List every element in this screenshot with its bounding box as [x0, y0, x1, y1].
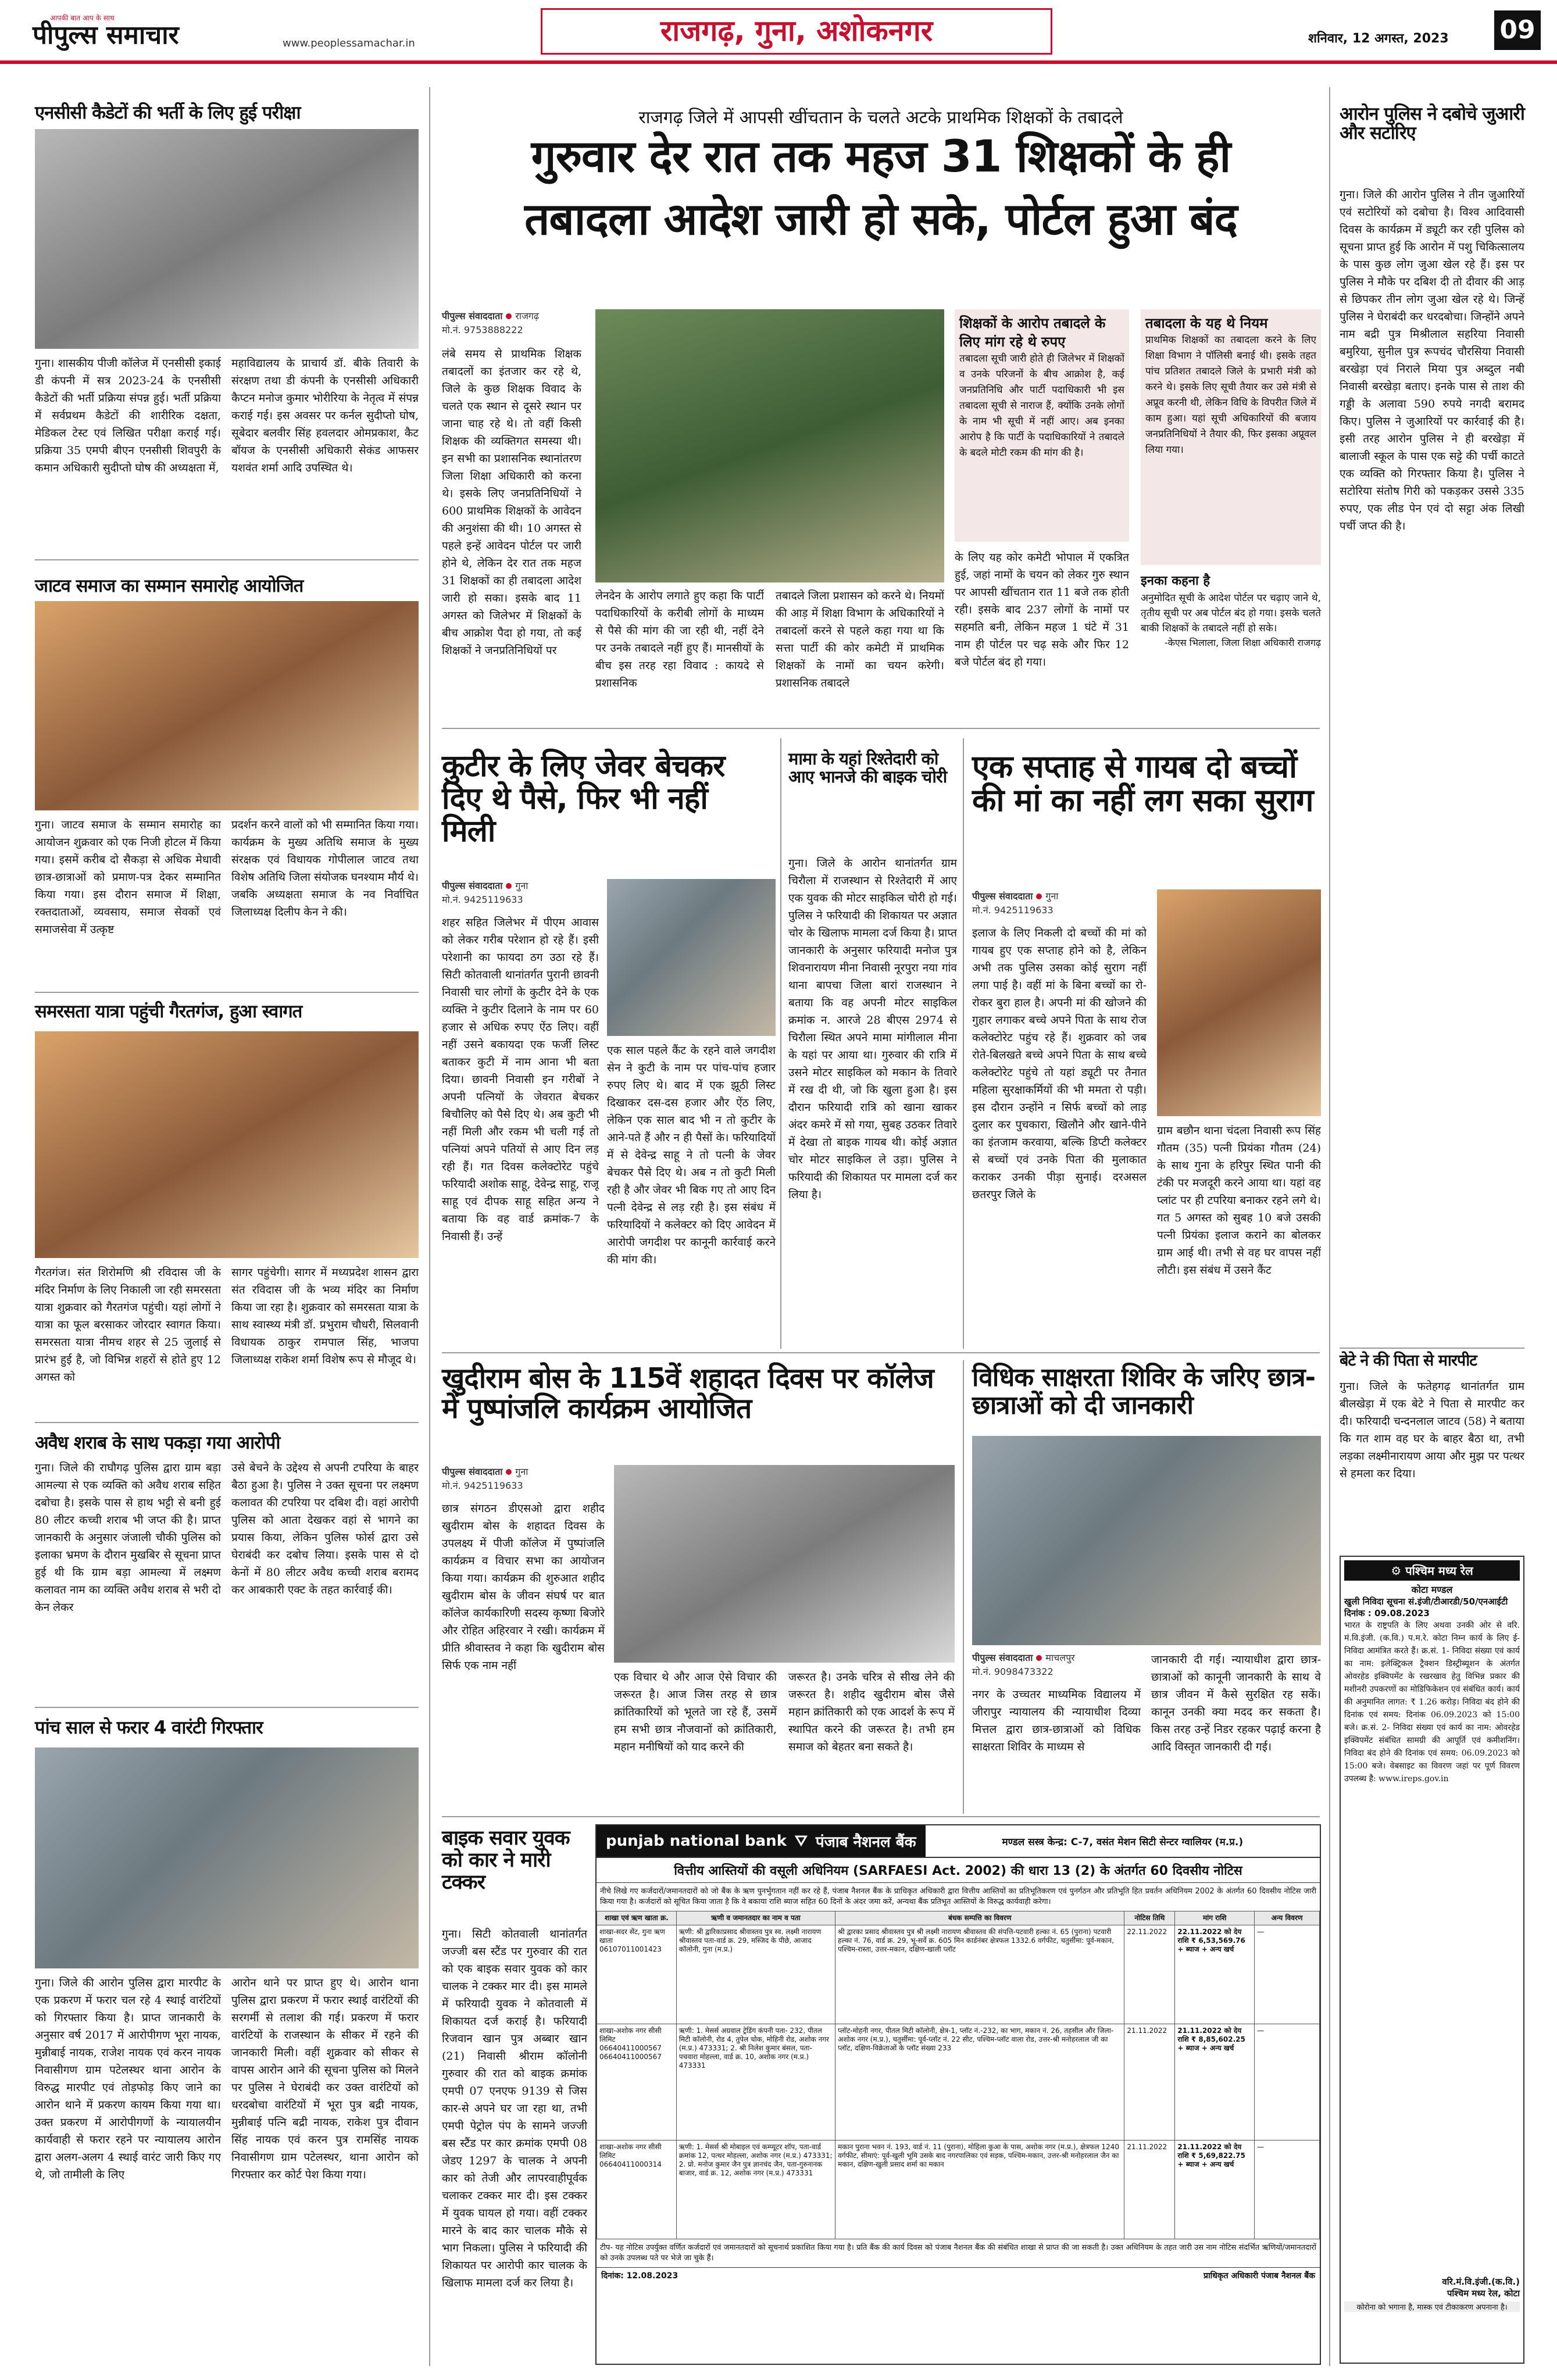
car-body: गुना। सिटी कोतवाली थानांतर्गत जज्जी बस स्टैंड पर गुरुवार की रात को एक बाइक सवार युवक को कार चालक ने टक्कर मार दी। इस मामले में फरियादी युवक ने कोतवाली में शिकायत दर्ज कराई है। फरियादी रिजवान खान पुत्र अब्बार खान (21) निवासी श्रीराम कॉलोनी गुरुवार की रात को बाइक क्रमांक एमपी 07 एनएफ 9139 से जिस कार-से अपने घर जा रहा था, तभी एमपी पेट्रोल पंप के सामने जज्जी बस स्टैंड पर कार क्रमांक एमपी 08 जेडए 1297 के चालक ने अपनी कार को तेजी और लापरवाहीपूर्वक चलाकर टक्कर मार दी। इस टक्कर में युवक घायल हो गया। वहीं टक्कर मारने के बाद कार चालक मौके से भाग निकला। पुलिस ने फरियादी की शिकायत पर आरोपी कार चालक के खिलाफ मामला दर्ज कर लिया है। [442, 1928, 587, 2289]
lead-sidebox-2 [1141, 309, 1321, 565]
railway-logo-icon: ⚙ [1391, 1564, 1406, 1578]
vidhik-byline [972, 1651, 1075, 1664]
cell-property: मकान पुराना भवन नं. 193, वार्ड नं. 11 (पुराना), मोहिला कुआ के पास, अशोक नगर (म.प्र.), क्षेत्रफल 1240 वर्गफीट, सीमाएं: पूर्व-खुली भूमि उसके बाद नगरपालिका एवं सड़क, पश्चिम-मकान, उत्तर-श्री मनोहरलाल जैन का मकान, दक्षिण-खुली प्रसाद शर्मा का मकान [835, 2140, 1124, 2239]
khudiram-body-col2: एक विचार थे और आज ऐसे विचार की जरूरत है। आज जिस तरह से छात्र क्रांतिकारियों को भूलते जा रहे हैं, उसमें हम सभी छात्र नौजवानों को क्रांतिकारी, महान मनीषियों को याद करने की [614, 1671, 777, 1753]
divider [35, 1422, 419, 1423]
aron-body: गुना। जिले की आरोन पुलिस ने तीन जुआरियों एवं सटोरियों को दबोचा है। विश्व आदिवासी दिवस के कार्यक्रम में ड्यूटी कर रही पुलिस को सूचना प्राप्त हुई कि आरोन में पशु चिकित्सालय के पास कुछ लोग जुआ खेल रहे हैं। इस पर पुलिस ने मौके पर दबिश दी तो दीवार की आड़ से छिपकर तीन लोग जुआ खेल रहे थे। जिन्हें पुलिस ने घेराबंदी कर धरदबोचा। जिन्होंने अपने नाम बद्री पुत्र मिश्रीलाल सहरिया निवासी बमुरिया, सुनील पुत्र रूपचंद चौरसिया निवासी बरखेड़ा एवं निराले मिया पुत्र अब्दुल नबी निवासी बरखेड़ा बताए। इनके पास से ताश की गड्डी के अलावा 590 रुपये नगदी बरामद किए। पुलिस ने जुआरियों पर कार्रवाई की है। इसी तरह आरोन पुलिस ने ही बरखेड़ा में बालाजी स्कूल के पास एक सट्टे की पर्ची काटते एक व्यक्ति को गिरफ्तार किया है। पुलिस ने सटोरिया संतोष गिरी को पकड़कर उससे 335 रुपए, एक लीड पेन एवं दो सट्टा अंक लिखी पर्ची जप्त की है। [1340, 188, 1524, 533]
cell-date: 22.11.2022 [1124, 1925, 1175, 2024]
khudiram-headline: खुदीराम बोस के 115वें शहादत दिवस पर कॉलेज में पुष्पांजलि कार्यक्रम आयोजित [442, 1362, 934, 1425]
col-header: नोटिस तिथि [1124, 1911, 1175, 1925]
issue-date: शनिवार, 12 अगस्त, 2023 [1308, 31, 1449, 46]
cell-date: 21.11.2022 [1124, 2140, 1175, 2239]
khudiram-mobile: मो.नं. 9425119633 [442, 1480, 523, 1491]
quote-by: -केएस भिलाला, जिला शिक्षा अधिकारी राजगढ़ [1164, 637, 1321, 648]
cell-branch: शाखा-अशोक नगर सीसी लिमिट 06640411000314 [597, 2140, 677, 2239]
jatav-body-col2: प्रदर्शन करने वालों को भी सम्मानित किया गया। कार्यक्रम के मुख्य अतिथि समाज के मुख्य संरक्षक एवं विधायक गोपीलाल जाटव तथा विशेष अतिथि जिला संयोजक घनश्याम मौर्य थे। जबकि अध्यक्षता समाज के नव निर्वाचित जिलाध्यक्ष दिलीप केन ने की। [231, 819, 419, 919]
pnb-title: वित्तीय आस्तियों की वसूली अधिनियम (SARFAESI Act. 2002) की धारा 13 (2) के अंतर्गत 60 दिवसीय नोटिस [597, 1858, 1320, 1883]
logo-tagline: आपकी बात आप के साथ [50, 14, 115, 22]
sidebox-1-title: शिक्षकों के आरोप तबादले के लिए मांग रहे थे रुपए [959, 315, 1106, 350]
liquor-headline: अवैध शराब के साथ पकड़ा गया आरोपी [35, 1432, 280, 1453]
lead-body-col2: लेनदेन के आरोप लगाते हुए कहा कि पार्टी पदाधिकारियों के करीबी लोगों के माध्यम से पैसे की मांग की जा रही थी, नहीं देने पर उनके तबादले नहीं हुए हैं। मानसीयों के बीच इस तरह रहा विवाद : कायदे से प्रशासनिक [595, 589, 764, 689]
cell-amount: 21.11.2022 को देय राशि ₹ 8,85,602.25 + ब्याज + अन्य खर्च [1175, 2024, 1255, 2140]
kutir-body-col2: एक साल पहले कैंट के रहने वाले जगदीश सेन ने कुटी के नाम पर पांच-पांच हजार रुपए लिए थे। बाद में एक झूठी लिस्ट दिखाकर दस-दस हजार और ऐंठ लिए, लेकिन एक साल बाद भी न तो कुटीर के आने-पते हैं और न ही पैसों के। फरियादियों में से देवेन्द्र साहू ने तो पत्नी के जेवर बेचकर पैसे दिए थे। अब न तो कुटी मिली रही है और जेवर भी बिक गए तो आए दिन पत्नी देवेन्द्र से लड़ रही है। इस संबंध में फरियादियों ने कलेक्टर को दिए आवेदन में आरोपी जगदीश पर कानूनी कार्रवाई करने की मांग की। [607, 1044, 776, 1266]
vidhik-mobile: मो.नं. 9098473322 [972, 1666, 1054, 1677]
ncc-headline: एनसीसी कैडेटों की भर्ती के लिए हुई परीक्षा [35, 102, 301, 123]
column-rule [429, 87, 430, 2366]
cell-branch: शाखा-सदर सेंट, गुना ऋण खाता 06107011001423 [597, 1925, 677, 2024]
section-title: राजगढ़, गुना, अशोकनगर [660, 14, 933, 48]
cell-other: — [1255, 2140, 1320, 2239]
pnb-table-header [597, 1911, 1320, 1925]
samrasta-photo [35, 1031, 419, 1258]
pnb-brand [597, 1825, 926, 1857]
lead-headline-line2: तबादला आदेश जारी हो सके, पोर्टल हुआ बंद [524, 193, 1237, 245]
section-banner [541, 8, 1052, 55]
quote-body: अनुमोदित सूची के आदेश पोर्टल पर चढ़ाए जाने थे, तृतीय सूची पर अब पोर्टल बंद हो गया। इसके चलते बाकी शिक्षकों के तबादले नहीं हो सके। [1141, 592, 1321, 634]
ncc-body-col2: महाविद्यालय के प्राचार्य डॉ. बीके तिवारी के संरक्षण तथा डी कंपनी के एनसीसी अधिकारी कैप्टन मनोज कुमार भोरीरिया के नेतृत्व में संपन्न कराई गई। इस अवसर पर कर्नल सुदीप्तो घोष, सूबेदार बलवीर सिंह हवलदार ओमप्रकाश, कैट बॉयज के एनसीसी अधिकारी सेकंड आफसर यशवंत शर्मा आदि उपस्थित थे। [231, 357, 419, 474]
col-header: मांग राशि [1175, 1911, 1255, 1925]
sidebox-1-body: तबादला सूची जारी होते ही जिलेभर में शिक्षकों व उनके परिजनों के बीच आक्रोश है, कई जनप्रतिनिधि और पार्टी पदाधिकारी भी इस तबादला सूची से नाराज हैं, क्योंकि उनके लोगों के नाम भी सूची में नहीं आए। अब इनका आरोप है कि पार्टी के पदाधिकारियों ने तबादले के बदले मोटी रकम की मांग की है। [959, 353, 1124, 459]
divider [442, 1352, 1320, 1353]
col-header: बंधक सम्पत्ति का विवरण [835, 1911, 1124, 1925]
cell-borrower: ऋणी: 1. मेसर्स अग्रवाल ट्रेडिंग कंपनी पता- 232, पीतल मिटी कॉलोनी, रोड 4, तुपेल चोक, मोहिनी रोड, अशोक नगर (म.प्र.) 473331; 2. श्री निलेश कुमार बंसल, पता- पचवारा मोहल्ला, वार्ड क्र. 10, अशोक नगर (म.प्र.) 473331 [676, 2024, 835, 2140]
pnb-date: दिनांक: 12.08.2023 [601, 2271, 678, 2281]
lead-body-col3: तबादले जिला प्रशासन को करने थे। नियमों की आड़ में शिक्षा विभाग के अधिकारियों ने तबादलों करने से पहले कहा गया था कि सत्ता पार्टी की कोर कमेटी में प्राथमिक शिक्षकों के नामों का चयन करेगी। प्रशासनिक तबादले [776, 589, 944, 689]
railway-tender-no: खुली निविदा सूचना सं.इंजी/टीआरडी/50/एनआईटी दिनांक : 09.08.2023 [1344, 1596, 1508, 1618]
pnb-circle: मण्डल सस्त्र केन्द्र: C-7, वसंत मेशन सिटी सेन्टर ग्वालियर (म.प्र.) [1002, 1836, 1244, 1848]
samrasta-headline: समरसता यात्रा पहुंची गैरतगंज, हुआ स्वागत [35, 1001, 302, 1022]
site-url[interactable]: www.peoplessamachar.in [283, 37, 415, 49]
cell-borrower: ऋणी: 1. मेसर्स श्री मोबाइल एवं कम्प्यूटर शॉप, पता-वार्ड क्रमांक 12, पत्थर मोहल्ला, अशोक नगर (म.प्र.) 473331; 2. प्रो. मनोज कुमार जैन पुत्र ज्ञानचंद जैन, पता-गुरुनानक बाजार, वार्ड क्र. 12, अशोक नगर (म.प्र.) 473331 [676, 2140, 835, 2239]
khudiram-byline [442, 1465, 528, 1478]
vidhik-headline: विधिक साक्षरता शिविर के जरिए छात्र-छात्राओं को दी जानकारी [972, 1363, 1315, 1420]
cell-property: प्लॉट-मोहनी नगर, पीतल मिटी कॉलोनी, क्षेत्र-1, प्लॉट नं.-232, का भाग, मकान नं. 26, तहसील और जिला-अशोक नगर (म.प्र.), चतुर्सीमा: पूर्व-प्लॉट नं. 22 सीट, पश्चिम-प्लॉट वाला रोड, उत्तर-श्री मनोहरलाल जी का प्लॉट, दक्षिण-विक्रेताओं के प्लॉट संख्या 233 [835, 2024, 1124, 2140]
pnb-brand-hi: पंजाब नैशनल बैंक [815, 1834, 916, 1851]
column-rule [963, 1360, 964, 1814]
lead-kicker: राजगढ़ जिले में आपसी खींचतान के चलते अटके प्राथमिक शिक्षकों के तबादले [638, 108, 1123, 128]
children-byline [972, 889, 1058, 902]
cell-borrower: ऋणी: श्री द्वारिकाप्रसाद श्रीवास्तव पुत्र स्व. लक्ष्मी नारायण श्रीवास्तव पता-वार्ड क्र. 29, मस्जिद के पीछे, आजाद कॉलोनी, गुना (म.प्र.) [676, 1925, 835, 2024]
railway-tender [1340, 1556, 1524, 2364]
byline-place: गुना [1045, 891, 1059, 902]
children-body-col1: इलाज के लिए निकली दो बच्चों की मां को गायब हुए एक सप्ताह होने को है, लेकिन अभी तक पुलिस उसका कोई सुराग नहीं लगा पाई है। वहीं मां के बिना बच्चों का रो-रोकर बुरा हाल है। अपनी मां की खोजने की गुहार लगाकर बच्चे अपने पिता के साथ रोज कलेक्टोरेट पहुंच रहे हैं। शुक्रवार को जब रोते-बिलखते बच्चे अपने पिता के साथ बच्चे कलेक्टोरेट पहुंचे तो यहां ड्यूटी पर तैनात महिला सुरक्षाकर्मियों की भी ममता रो पड़ी। इस दौरान उन्होंने न सिर्फ बच्चों को लाड़ दुलार कर पुचकारा, खिलौने और खाने-पीने का इंतजाम करवाया, बल्कि डिप्टी कलेक्टर से बच्चों एवं उनके पिता की मुलाकात कराकर उनकी पीड़ा सुनाई। दरअसल छतरपुर जिले के [972, 927, 1147, 1201]
warrant-body-col1: गुना। जिले की आरोन पुलिस द्वारा मारपीट के एक प्रकरण में फरार चल रहे 4 स्थाई वारंटियों को गिरफ्तार किया है। प्राप्त जानकारी के अनुसार वर्ष 2017 में आरोपीगण भूरा नायक, मुन्नीबाई नायक, राजेश नायक एवं करन नायक निवासीगण ग्राम पटेलस्थर थाना आरोन के विरुद्ध मारपीट एवं तोड़फोड़ किए जाने का आरोन थाने में प्रकरण कायम किया गया था। उक्त प्रकरण में आरोपीगणों के न्यायालयीन कार्यवाही से फरार रहने पर न्यायालय आरोन द्वारा अलग-अलग 4 स्थाई वारंट जारी किए गए थे, जो तामीली के लिए [35, 1977, 221, 2181]
cell-branch: शाखा-अशोक नगर सीसी लिमिट 06640411000567 06640411000567 [597, 2024, 677, 2140]
byline-place: माचलपुर [1045, 1652, 1075, 1663]
byline-author: पीपुल्स संवाददाता [972, 891, 1033, 902]
pnb-note: टीप- यह नोटिस उपर्युक्त वर्णित कर्जदारों एवं जमानतदारों को सूचनार्थ प्रकाशित किया गया है। प्रति बैंक की कार्य दिवस को पंजाब नैशनल बैंक की संबंधित शाखा से प्राप्त की जा सकती है। उक्त अधिनियम के तहत जारी उस नाम नोटिस संदर्भित ऋणियों/जमानतदारों को उनके उपलब्ध पते पर भेजे जा चुके हैं। [600, 2243, 1316, 2263]
cell-date: 21.11.2022 [1124, 2024, 1175, 2140]
byline-dot-icon [506, 313, 512, 319]
kutir-mobile: मो.नं. 9425119633 [442, 894, 523, 905]
quote-title: इनका कहना है [1141, 574, 1210, 588]
vidhik-photo [972, 1436, 1321, 1645]
pnb-brand-en: punjab national bank [606, 1832, 787, 1850]
warrant-body-col2: आरोन थाने पर प्राप्त हुए थे। आरोन थाना पुलिस द्वारा प्रकरण में फरार स्थाई वारंटियों की सरगर्मी से तलाश की गई। प्रकरण में फरार वारंटियों के राजस्थान के सीकर में रहने की जानकारी मिली। वहीं शुक्रवार को सीकर से वापस आरोन आने की सूचना पुलिस को मिलने पर पुलिस ने घेराबंदी कर उक्त वारंटियों को धरदबोचा वारंटियों में भूरा पुत्र बद्री नायक, मुन्नीबाई पत्नि बद्री नायक, राकेश पुत्र दीवान सिंह नायक एवं करन पुत्र रामसिंह नायक निवासीगण ग्राम पटेलस्थर, थाना आरोन को गिरफ्तार कर कोर्ट पेश किया गया। [231, 1977, 419, 2181]
warrant-photo [35, 1748, 419, 1968]
liquor-body-col1: गुना। जिले की राघौगढ़ पुलिस द्वारा ग्राम बड़ा आमल्या से एक व्यक्ति को अवैध शराब सहित दबोचा है। इसके पास से हाथ भट्टी से बनी हुई 80 लीटर कच्ची शराब भी जप्त की है। प्राप्त जानकारी के अनुसार जंजाली चौकी पुलिस को इलाका भ्रमण के दौरान मुखबिर से सूचना प्राप्त हुई थी कि ग्राम बड़ा आमल्या में लक्ष्मण कलावत नाम का व्यक्ति अवैध शराब से भरी दो केन लेकर [35, 1461, 221, 1614]
divider [35, 992, 419, 993]
railway-footer-3: कोरोना को भगाना है, मास्क एवं टीकाकरण अपनाना है। [1344, 2302, 1520, 2312]
byline-dot-icon [506, 883, 512, 889]
sidebox-2-body: प्राथमिक शिक्षकों का तबादला करने के लिए शिक्षा विभाग ने पॉलिसी बनाई थी। इसके तहत पांच प्रतिशत तबादले जिले के प्रभारी मंत्री को करने थे। इसके लिए सूची तैयार कर उसे मंत्री से अप्रूव करनी थी, लेकिन विधि के विपरीत जिले में काम हुआ। यहां सूची अधिकारियों की बजाय जनप्रतिनिधियों ने तैयार की, फिर इसका अप्रूवल लिया गया। [1145, 334, 1316, 456]
railway-sub: कोटा मण्डल [1411, 1584, 1453, 1595]
pnb-intro: नीचे लिखे गए कर्जदारों/जमानतदारों को जो बैंक के ऋण पुनर्भुगतान नहीं कर रहे हैं, पंजाब नैशनल बैंक के प्राधिकृत अधिकारी द्वारा वित्तीय आस्तियों का प्रतिभूतिकरण एवं पुनर्गठन और प्रतिभूति हित प्रवर्तन अधिनियम 2002 के अंतर्गत 60 दिवसीय नोटिस जारी किया गया है। कर्जदारों को सूचित किया जाता है कि वे बकाया राशि ब्याज सहित 60 दिनों के अंदर जमा करें, अन्यथा बैंक प्रतिभूत आस्तियों के विरुद्ध कार्यवाही करेगा। [600, 1887, 1316, 1906]
column-rule [1329, 87, 1330, 2366]
sidebox-2-title: तबादला के यह थे नियम [1145, 315, 1268, 331]
cell-other: — [1255, 2024, 1320, 2140]
children-photo [1157, 889, 1321, 1116]
byline-place: गुना [515, 1466, 528, 1477]
byline-dot-icon [1036, 894, 1042, 899]
pnb-table [597, 1911, 1320, 2239]
jatav-photo [35, 601, 419, 810]
children-body-col2: ग्राम बछौन थाना चंदला निवासी रूप सिंह गौतम (35) पत्नी प्रियंका गौतम (24) के साथ गुना के हरिपुर स्थित पानी की टंकी पर मजदूरी करने आया था। यहां वह प्लांट पर ही टपरिया बनाकर रहने लगे थे। गत 5 अगस्त को सुबह 10 बजे उसकी पत्नी प्रियंका इलाज कराने का बोलकर ग्राम आई थी। तभी से वह घर वापस नहीं लौटी। इस संबंध में उसने कैंट [1157, 1124, 1321, 1277]
pnb-header [597, 1825, 1320, 1858]
lead-mobile: मो.नं. 9753888222 [442, 324, 523, 335]
byline-place: गुना [515, 880, 528, 891]
lead-body-col1: लंबे समय से प्राथमिक शिक्षक तबादलों का इंतजार कर रहे थे, जिले के कुछ शिक्षक विवाद के चलते एक स्थान से दूसरे स्थान पर जाना चाह रहे थे। तो वहीं किसी शिक्षक की व्यक्तिगत समस्या थी। इन सभी का प्रशासनिक स्थानांतरण जिला शिक्षा अधिकारी को करना थे। इसके लिए जनप्रतिनिधियों ने 600 प्राथमिक शिक्षकों के आवेदन की अनुशंसा की थी। 10 अगस्त से पहले इन्हें आवेदन पोर्टल पर जारी होने थे, लेकिन देर रात तक महज 31 शिक्षकों का ही तबादला आदेश जारी हो सका। इसके बाद 11 अगस्त को जिलेभर में शिक्षकों के बीच आक्रोश पैदा हो गया, तो कई शिक्षकों ने जनप्रतिनिधियों पर [442, 348, 581, 657]
lead-headline-line1: गुरुवार देर रात तक महज 31 शिक्षकों के ही [531, 130, 1231, 182]
kutir-photo [607, 879, 776, 1036]
lead-body-col4: के लिए यह कोर कमेटी भोपाल में एकत्रित हुई, जहां नामों के चयन को लेकर गुरु स्थान पर आपसी खींचतान रात 11 बजे तक होती रही। इसके बाद 237 लोगों के नामों पर सहमति बनी, लेकिन महज 1 घंटे में 31 नाम ही पोर्टल पर चढ़ सके और फिर 12 बजे पोर्टल बंद हो गया। [955, 551, 1129, 669]
children-headline: एक सप्ताह से गायब दो बच्चों की मां का नहीं लग सका सुराग [972, 748, 1313, 819]
ncc-photo [35, 129, 419, 349]
pnb-footer [597, 2267, 1320, 2283]
father-headline: बेटे ने की पिता से मारपीट [1340, 1352, 1477, 1370]
khudiram-photo [614, 1465, 955, 1663]
pnb-logo-icon: ⛛ [794, 1832, 808, 1850]
divider [1340, 1348, 1524, 1349]
byline-author: पीपुल्स संवाददाता [442, 310, 503, 321]
page-number: 09 [1494, 10, 1541, 50]
byline-author: पीपुल्स संवाददाता [442, 1466, 503, 1477]
byline-dot-icon [506, 1469, 512, 1475]
lead-sidebox-1 [955, 309, 1129, 542]
masthead-logo [33, 13, 277, 48]
father-body: गुना। जिले के फतेहगढ़ थानांतर्गत ग्राम बीलखेड़ा में एक बेटे ने पिता से मारपीट कर दी। फरियादी चन्दनलाल जाटव (58) ने बताया कि गत शाम वह घर के बाहर बैठा था, तभी लड़का लक्ष्मीनारायण आया और मुझ पर पत्थर से हमला कर दिया। [1340, 1380, 1524, 1480]
col-header: अन्य विवरण [1255, 1911, 1320, 1925]
column-rule [963, 738, 964, 1349]
samrasta-body-col2: सागर पहुंचेगी। सागर में मध्यप्रदेश शासन द्वारा संत रविदास जी के भव्य मंदिर का निर्माण किया जा रहा है। शुक्रवार को समरसता यात्रा के साथ स्वास्थ्य मंत्री डॉ. प्रभुराम चौधरी, सिलवानी विधायक ठाकुर रामपाल सिंह, भाजपा जिलाध्यक्ष राकेश शर्मा विशेष रूप से मौजूद थे। [231, 1266, 419, 1366]
railway-footer-2: पश्चिम मध्य रेल, कोटा [1447, 2288, 1520, 2299]
byline-author: पीपुल्स संवाददाता [972, 1652, 1033, 1663]
car-headline: बाइक सवार युवक को कार ने मारी टक्कर [442, 1827, 570, 1894]
jatav-body-col1: गुना। जाटव समाज के सम्मान समारोह का आयोजन शुक्रवार को एक निजी होटल में किया गया। इसमें करीब दो सैकड़ा से अधिक मेधावी छात्र-छात्राओं को प्रमाण-पत्र देकर सम्मानित किया गया। इस दौरान समाज में शिक्षा, रक्तदाताओं, व्यवसाय, समाज सेवकों एवं समाजसेवा में उत्कृष्ट [35, 819, 221, 936]
mama-body: गुना। जिले के आरोन थानांतर्गत ग्राम चिरौला में राजस्थान से रिश्तेदारी में आए एक युवक की मोटर साइकिल चोरी हो गई। पुलिस ने फरियादी की शिकायत पर अज्ञात चोर के खिलाफ मामला दर्ज किया है। प्राप्त जानकारी के अनुसार फरियादी मनोज पुत्र शिवनारायण मीना निवासी नूरपुरा नया गांव थाना बापचा जिला बारां राजस्थान ने बताया कि वह अपनी मोटर साइकिल क्रमांक न. आरजे 28 बीएस 2974 से चिरौला स्थित अपने मामा मांगीलाल मीना के यहां पर आया था। गुरुवार की रात्रि में उसने मोटर साइकिल को मकान के तिवारे में रख दी थी, जो कि खुला हुआ है। इस दौरान फरियादी रात्रि को खाना खाकर अंदर कमरे में सो गया, सुबह उठकर तिवारे में देखा तो बाइक गायब थी। कोई अज्ञात चोर मोटर साइकिल ले उड़ा। पुलिस ने फरियादी की शिकायत पर मामला दर्ज कर लिया है। [788, 857, 957, 1201]
warrant-headline: पांच साल से फरार 4 वारंटी गिरफ्तार [35, 1717, 263, 1738]
kutir-headline: कुटीर के लिए जेवर बेचकर दिए थे पैसे, फिर भी नहीं मिली [442, 749, 725, 849]
vidhik-body-col2: जानकारी दी गई। न्यायाधीश द्वारा छात्र-छात्राओं को कानूनी जानकारी के साथ वे छात्र जीवन में कैसे सुरक्षित रह सकें। कानून उनकी क्या मदद कर सकता है। किस तरह उन्हें निडर रहकर पढ़ाई करना है आदि विस्तृत जानकारी दी गई। [1151, 1653, 1321, 1753]
lead-photo-school [595, 309, 944, 583]
khudiram-body-col1: छात्र संगठन डीएसओ द्वारा शहीद खुदीराम बोस के शहादत दिवस के उपलक्ष्य में पीजी कॉलेज में पुष्पांजलि कार्यक्रम व विचार सभा का आयोजन किया गया। कार्यक्रम की शुरुआत शहीद खुदीराम बोस के जीवन संघर्ष पर बात कॉलेज कार्यकारिणी सदस्य कृष्णा बिजोरे और रोहित अहिरवार ने रखी। कार्यक्रम में प्रीति श्रीवास्तव ने कहा कि खुदीराम बोस सिर्फ एक नाम नहीं [442, 1502, 605, 1672]
samrasta-body-col1: गैरतगंज। संत शिरोमणि श्री रविदास जी के मंदिर निर्माण के लिए निकाली जा रही समरसता यात्रा शुक्रवार को गैरतगंज पहुंची। यहां लोगों ने यात्रा का फूल बरसाकर जोरदार स्वागत किया। समरसता यात्रा नीमच शहर से 25 जुलाई से प्रारंभ हुई है, जो विभिन्न शहरों से होते हुए 12 अगस्त को [35, 1266, 221, 1384]
cell-amount: 22.11.2022 को देय राशि ₹ 6,53,569.76 + ब्याज + अन्य खर्च [1175, 1925, 1255, 2024]
jatav-headline: जाटव समाज का सम्मान समारोह आयोजित [35, 576, 303, 596]
cell-property: श्री द्वारका प्रसाद श्रीवास्तव पुत्र श्री लक्ष्मी नारायण श्रीवास्तव की संपत्ति-पटवारी हल्का नं. 65 (पुराना) पटवारी हल्का नं. 76, वार्ड क्र. 29, भू-सर्वे क्र. 605 मिन कार्डनंबर क्षेत्रफल 1332.6 वर्गफीट, चतुर्सीमा: पूर्व-मकान, पश्चिम-रास्ता, उत्तर-मकान, दक्षिण-खाली प्लॉट [835, 1925, 1124, 2024]
table-row [597, 2140, 1320, 2239]
children-mobile: मो.नं. 9425119633 [972, 905, 1054, 916]
vidhik-body-col1: नगर के उच्चतर माध्यमिक विद्यालय में जीरापुर न्यायालय की न्यायाधीश दिव्या मित्तल द्वारा छात्र-छात्राओं को विधिक साक्षरता शिविर के माध्यम से [972, 1688, 1141, 1753]
lead-byline [442, 309, 581, 322]
logo-text: पीपुल्स समाचार [33, 20, 179, 50]
mama-headline: मामा के यहां रिश्तेदारी को आए भानजे की बाइक चोरी [788, 749, 947, 787]
railway-org: ⚙ पश्चिम मध्य रेल [1344, 1560, 1520, 1581]
divider [442, 728, 1320, 729]
kutir-byline [442, 879, 528, 892]
col-header: ऋणी व जमानतदार का नाम व पता [676, 1911, 835, 1925]
divider [442, 1816, 1320, 1817]
col-header: शाखा एवं ऋण खाता क्र. [597, 1911, 677, 1925]
byline-place: राजगढ़ [515, 310, 539, 321]
aron-headline: आरोन पुलिस ने दबोचे जुआरी और सटोरिए [1340, 103, 1524, 144]
divider [35, 559, 419, 560]
kutir-body-col1: शहर सहित जिलेभर में पीएम आवास को लेकर गरीब परेशान हो रहे हैं। इसी परेशानी का फायदा ठग उठा रहे हैं। सिटी कोतवाली थानांतर्गत पुरानी छावनी निवासी चार लोगों के कुटीर देने के एक व्यक्ति ने कुटीर दिलाने के नाम पर 60 हजार से अधिक रुपए ऐंठ लिए। वहीं नहीं उसने बकायदा एक फर्जी लिस्ट बताकर कुटी में नाम आना भी बता दिया। छावनी निवासी इन गरीबों ने अपनी पत्नियों के जेवरात बेचकर बिचौलिए को पैसे दिए थे। अब कुटी भी नहीं मिली और रकम भी चली गई तो पत्नियां अपने पतियों से आए दिन लड़ रही हैं। गत दिवस कलेक्टोरेट पहुंचे फरियादी अशोक साहू, देवेन्द्र साहू, राजू साहू एवं दीपक साहू सहित अन्य ने बताया कि वह वार्ड क्रमांक-7 के निवासी हैं। उन्हें [442, 916, 599, 1243]
masthead [0, 0, 1557, 60]
cell-other: — [1255, 1925, 1320, 2024]
railway-body: भारत के राष्ट्रपति के लिए अथवा उनकी ओर से वरि. मं.वि.इंजी. (क.वि.) प.म.रे. कोटा निम्न कार्य के लिए ई-निविदा आमंत्रित करते हैं। क्र.सं. 1- निविदा संख्या एवं कार्य का नाम: इलेक्ट्रिकल ट्रैक्शन डिस्ट्रीब्यूशन के अंतर्गत ओवरहेड इक्विपमेंट के रखरखाव हेतु विभिन्न प्रकार की मशीनरी उपकरणों का मोडिफिकेशन एवं संबंधित कार्य। कार्य की अनुमानित लागत: ₹ 1.26 करोड़। निविदा बंद होने की दिनांक एवं समय: दिनांक 06.09.2023 को 15:00 बजे। क्र.सं. 2- निविदा संख्या एवं कार्य का नाम: ओवरहेड इक्विपमेंट संबंधित सामग्री की आपूर्ति एवं कमीशनिंग। निविदा बंद होने की दिनांक एवं समय: 06.09.2023 को 15:00 बजे। वेबसाइट का विवरण जहां पर पूर्ण विवरण उपलब्ध है: www.ireps.gov.in [1344, 1621, 1520, 1784]
ncc-body-col1: गुना। शासकीय पीजी कॉलेज में एनसीसी इकाई डी कंपनी में सत्र 2023-24 के एनसीसी कैडेटों की भर्ती प्रक्रिया संपन्न हुई। भर्ती प्रक्रिया में सर्वप्रथम कैडेटों की शारीरिक दक्षता, मेडिकल टेस्ट एवं लिखित परीक्षा कराई गई। प्रक्रिया 35 एमपी बीएन एनसीसी शिवपुरी के कमान अधिकारी सुदीप्तो घोष की अध्यक्षता में, [35, 357, 221, 474]
pnb-signed: प्राधिकृत अधिकारी पंजाब नैशनल बैंक [1204, 2271, 1315, 2281]
table-row [597, 2024, 1320, 2140]
byline-author: पीपुल्स संवाददाता [442, 880, 503, 891]
byline-dot-icon [1036, 1655, 1042, 1661]
pnb-notice [595, 1824, 1321, 2365]
masthead-rule [0, 60, 1557, 64]
table-row [597, 1925, 1320, 2024]
railway-footer-1: वरि.मं.वि.इंजी.(क.वि.) [1442, 2277, 1520, 2287]
cell-amount: 21.11.2022 को देय राशि ₹ 5,69,822.75 + ब्याज + अन्य खर्च [1175, 2140, 1255, 2239]
liquor-body-col2: उसे बेचने के उद्देश्य से अपनी टपरिया के बाहर बैठा हुआ है। पुलिस ने उक्त सूचना पर लक्ष्मण कलावत की टपरिया पर दबिश दी। वहां आरोपी पुलिस को आता देखकर वहां से भागने का प्रयास किया, लेकिन पुलिस फोर्स द्वारा उसे घेराबंदी कर दबोच लिया। इसके पास से दो केनों में 80 लीटर अवैध कच्ची शराब बरामद कर आबकारी एक्ट के तहत कार्रवाई की। [231, 1461, 419, 1596]
divider [35, 1707, 419, 1708]
column-rule [780, 738, 781, 1349]
lead-quote [1141, 572, 1321, 717]
khudiram-body-col3: जरूरत है। उनके चरित्र से सीख लेने की जरूरत है। शहीद खुदीराम बोस जैसे महान क्रांतिकारी को एक आदर्श के रूप में स्थापित करने की जरूरत है। तभी हम समाज को बेहतर बना सकते है। [788, 1671, 955, 1753]
